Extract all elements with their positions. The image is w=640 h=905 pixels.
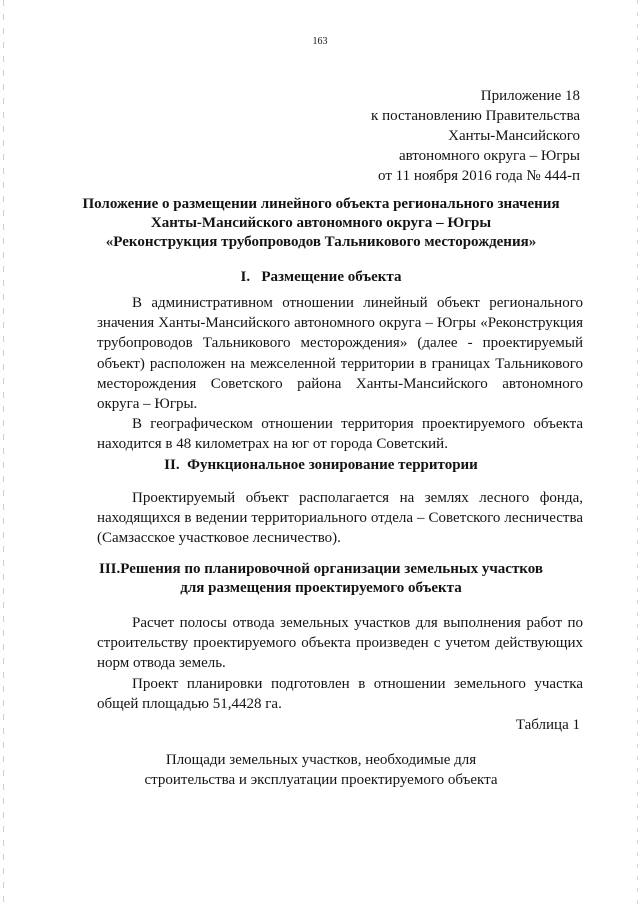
- section-heading-planning: [60, 560, 582, 598]
- title-line: «Реконструкция трубопроводов Тальникового месторождения»: [105, 234, 537, 250]
- section-zoning-body: [97, 488, 583, 549]
- scan-left-edge: [3, 0, 4, 905]
- appendix-line: автономного округа – Югры: [398, 148, 580, 164]
- appendix-line: Приложение 18: [480, 88, 580, 104]
- paragraph: Расчет полосы отвода земельных участков для выполнения работ по строительству проектируемого объекта произведен с учетом действующих норм отвода земель.: [97, 615, 583, 672]
- paragraph: В административном отношении линейный объект регионального значения Ханты-Мансийского автономного округа – Югры «Реконструкция трубопроводов Тальникового месторождения» (далее - проектируемый объект) расположен на межселенной территории в границах Тальникового месторождения Советского района Ханты-Мансийского автономного округа – Югры.: [97, 295, 583, 413]
- section-heading-text: II. Функциональное зонирование территории: [164, 457, 478, 473]
- appendix-line: к постановлению Правительства: [371, 108, 580, 124]
- appendix-block: [371, 86, 580, 186]
- section-heading-text: для размещения проектируемого объекта: [180, 580, 462, 596]
- scan-right-edge: [637, 0, 638, 905]
- section-planning-body: [97, 613, 583, 714]
- paragraph: В географическом отношении территория проектируемого объекта находится в 48 километрах на юг от города Советский.: [97, 416, 583, 453]
- appendix-line: от 11 ноября 2016 года № 444-п: [378, 168, 580, 184]
- appendix-line: Ханты-Мансийского: [448, 128, 580, 144]
- document-title: [60, 195, 582, 252]
- section-heading-placement: [60, 268, 582, 287]
- section-heading-text: I. Размещение объекта: [240, 269, 402, 285]
- page-number: 163: [312, 36, 328, 47]
- table-label: Таблица 1: [515, 717, 580, 733]
- title-line: Ханты-Мансийского автономного округа – Югры: [150, 215, 492, 231]
- table-caption: [60, 750, 582, 790]
- table-caption-line: Площади земельных участков, необходимые для: [165, 752, 477, 768]
- section-heading-text: III.Решения по планировочной организации земельных участков: [99, 561, 543, 577]
- title-line: Положение о размещении линейного объекта регионального значения: [82, 196, 560, 212]
- table-caption-line: строительства и эксплуатации проектируемого объекта: [144, 772, 498, 788]
- section-heading-zoning: [60, 456, 582, 475]
- paragraph: Проект планировки подготовлен в отношении земельного участка общей площадью 51,4428 га.: [97, 675, 583, 712]
- section-placement-body: [97, 293, 583, 455]
- paragraph: Проектируемый объект располагается на землях лесного фонда, находящихся в ведении территориального отдела – Советского лесничества (Самзасское участковое лесничество).: [97, 490, 583, 547]
